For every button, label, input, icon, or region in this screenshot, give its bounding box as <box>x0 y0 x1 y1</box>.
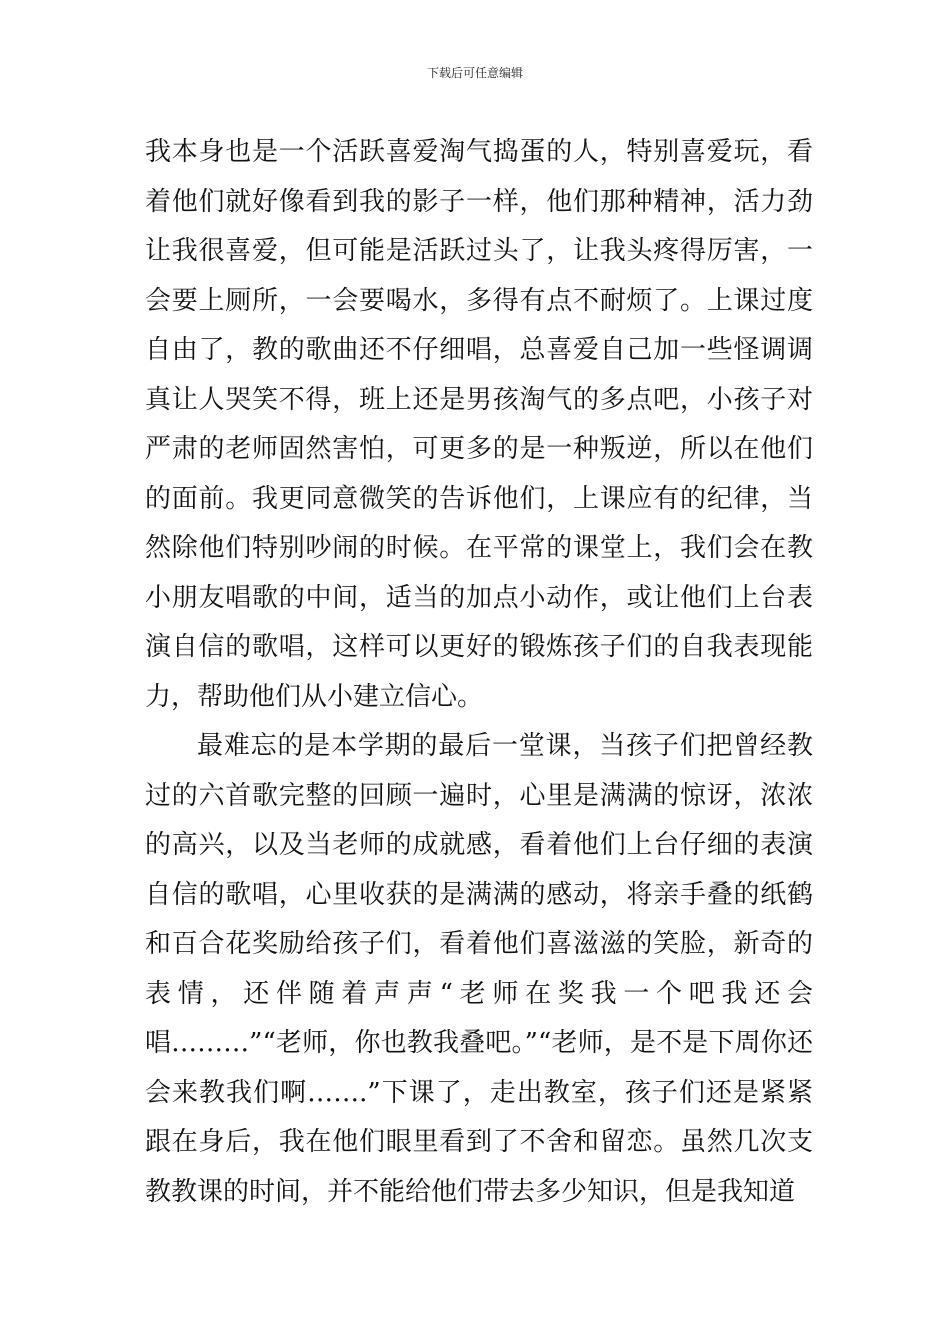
paragraph-1: 我本身也是一个活跃喜爱淘气捣蛋的人，特别喜爱玩，看着他们就好像看到我的影子一样，他们那种精神，活力劲让我很喜爱，但可能是活跃过头了，让我头疼得厉害，一会要上厕所，一会要喝水，多得有点不耐烦了。上课过度自由了，教的歌曲还不仔细唱，总喜爱自己加一些怪调调真让人哭笑不得，班上还是男孩淘气的多点吧，小孩子对严肃的老师固然害怕，可更多的是一种叛逆，所以在他们的面前。我更同意微笑的告诉他们，上课应有的纪律，当然除他们特别吵闹的时候。在平常的课堂上，我们会在教小朋友唱歌的中间，适当的加点小动作，或让他们上台表演自信的歌唱，这样可以更好的锻炼孩子们的自我表现能力，帮助他们从小建立信心。 <box>145 137 813 712</box>
document-body <box>145 128 813 1217</box>
page-header: 下载后可任意编辑 <box>426 66 523 80</box>
paragraph-2: 最难忘的是本学期的最后一堂课，当孩子们把曾经教过的六首歌完整的回顾一遍时，心里是满满的惊讶，浓浓的高兴，以及当老师的成就感，看着他们上台仔细的表演自信的歌唱，心里收获的是满满的感动，将亲手叠的纸鹤和百合花奖励给孩子们，看着他们喜滋滋的笑脸，新奇的表情，还伴随着声声“老师在奖我一个吧我还会唱………”“老师，你也教我叠吧。”“老师，是不是下周你还会来教我们啊…….”下课了，走出教室，孩子们还是紧紧跟在身后，我在他们眼里看到了不舍和留恋。虽然几次支教教课的时间，并不能给他们带去多少知识，但是我知道 <box>145 731 813 1207</box>
